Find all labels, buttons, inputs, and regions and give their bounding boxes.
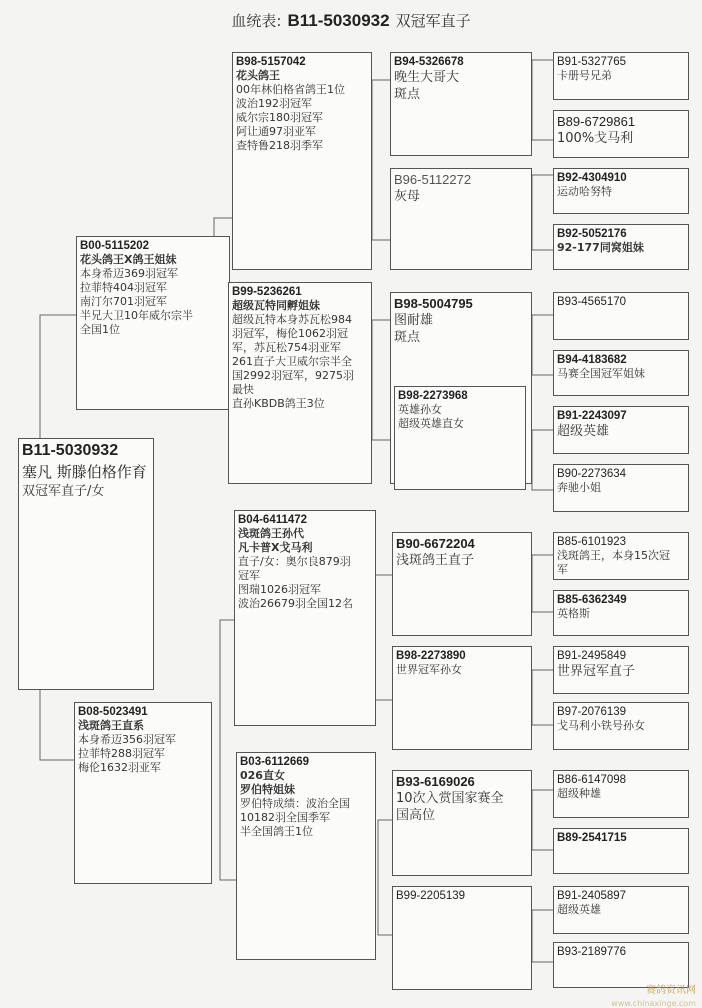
gggp-code: B85-6362349	[557, 594, 627, 606]
subject-box	[18, 438, 154, 690]
gggp-name: 世界冠军直子	[557, 664, 636, 679]
sire-code: B00-5115202	[80, 240, 150, 252]
ggp-code: B94-5326678	[394, 56, 464, 68]
ggp-name: 英雄孙女	[398, 403, 442, 416]
gggp-code: B89-2541715	[557, 832, 627, 844]
gggp-box-12	[553, 702, 689, 750]
sire-notes: 本身希迈369羽冠军 拉菲特404羽冠军 南汀尔701羽冠军 半兄大卫10年威尔宗半 全国1位	[80, 267, 193, 336]
great-grandparent-box-5	[392, 532, 532, 636]
grandparent-name: 浅斑鸽王孙代 凡卡普X戈马利	[238, 527, 313, 554]
subject-note: 双冠军直子/女	[22, 484, 105, 499]
ggp-code: B93-6169026	[396, 774, 475, 789]
gggp-box-1	[553, 52, 689, 100]
gggp-code: B86-6147098	[557, 774, 627, 786]
gggp-code: B89-6729861	[557, 114, 636, 129]
great-grandparent-box-6	[392, 646, 532, 750]
title-prefix: 血统表:	[231, 12, 282, 30]
gggp-box-5	[553, 292, 689, 340]
sire-box	[76, 236, 230, 410]
grandparent-box-2	[228, 282, 372, 484]
gggp-box-2	[553, 110, 689, 158]
grandparent-code: B03-6112669	[240, 756, 310, 768]
gggp-name: 卡册号兄弟	[557, 69, 612, 82]
gggp-name: 超级种雄	[557, 787, 601, 800]
grandparent-box-3	[234, 510, 376, 726]
great-grandparent-box-2	[390, 168, 532, 270]
gggp-code: B93-4565170	[557, 296, 627, 308]
grandparent-name: 花头鸽王	[236, 69, 280, 82]
gggp-code: B90-2273634	[557, 468, 627, 480]
gggp-box-14	[553, 828, 689, 874]
gggp-box-10	[553, 590, 689, 636]
gggp-code: B91-2495849	[557, 650, 627, 662]
watermark-url: www.chinaxinge.com	[611, 999, 696, 1008]
dam-box	[74, 702, 212, 884]
gggp-code: B92-4304910	[557, 172, 627, 184]
gggp-box-4	[553, 224, 689, 270]
gggp-code: B91-5327765	[557, 56, 627, 68]
ggp-code: B90-6672204	[396, 536, 475, 551]
gggp-name: 奔驰小姐	[557, 481, 601, 494]
gggp-name: 超级英雄	[557, 903, 601, 916]
ggp-code: B99-2205139	[396, 890, 466, 902]
dam-code: B08-5023491	[78, 706, 148, 718]
grandparent-notes: 罗伯特成绩：波治全国 10182羽全国季军 半全国鸽王1位	[240, 797, 350, 838]
ggp-name: 浅斑鸽王直子	[396, 553, 475, 568]
ggp-name: 10次入赏国家赛全 国高位	[396, 791, 504, 823]
gggp-box-11	[553, 646, 689, 694]
sire-name: 花头鸽王X鸽王姐妹	[80, 253, 177, 266]
great-grandparent-box-8	[392, 886, 532, 990]
grandparent-code: B99-5236261	[232, 286, 302, 298]
great-grandparent-box-4	[394, 386, 526, 490]
ggp-name: 晚生大哥大	[394, 70, 460, 85]
gggp-code: B91-2243097	[557, 410, 627, 422]
gggp-code: B93-2189776	[557, 946, 627, 958]
great-grandparent-box-1	[390, 52, 532, 156]
gggp-name: 运动哈努特	[557, 185, 612, 198]
grandparent-notes: 00年林伯格省鸽王1位 波治192羽冠军 威尔宗180羽冠军 阿让通97羽亚军 查特鲁218羽季军	[236, 83, 345, 152]
ggp-name: 图耐雄	[394, 313, 434, 328]
gggp-code: B92-5052176	[557, 228, 627, 240]
grandparent-box-4	[236, 752, 376, 960]
watermark-logo: 赛鸽资讯网	[646, 985, 696, 996]
grandparent-code: B98-5157042	[236, 56, 306, 68]
ggp-notes: 斑点	[394, 330, 421, 345]
gggp-code: B94-4183682	[557, 354, 627, 366]
dam-name: 浅斑鸽王直系	[78, 719, 144, 732]
gggp-box-13	[553, 770, 689, 818]
grandparent-notes: 直子/女：奥尔良879羽 冠军 图瑞1026羽冠军 波治26679羽全国12名	[238, 555, 353, 610]
title-code: B11-5030932	[287, 11, 390, 30]
ggp-name: 灰母	[394, 189, 421, 204]
gggp-box-3	[553, 168, 689, 214]
gggp-name: 92-177同窝姐妹	[557, 241, 644, 254]
gggp-code: B85-6101923	[557, 536, 627, 548]
gggp-box-7	[553, 406, 689, 454]
dam-notes: 本身希迈356羽冠军 拉菲特288羽冠军 梅伦1632羽亚军	[78, 733, 176, 774]
gggp-name: 浅斑鸽王，本身15次冠 军	[557, 549, 670, 576]
subject-code: B11-5030932	[22, 442, 119, 459]
grandparent-code: B04-6411472	[238, 514, 308, 526]
gggp-name: 马赛全国冠军姐妹	[557, 367, 645, 380]
ggp-notes: 斑点	[394, 87, 421, 102]
gggp-name: 戈马利小铁号孙女	[557, 719, 645, 732]
gggp-name: 100%戈马利	[557, 131, 634, 146]
gggp-name: 超级英雄	[557, 424, 610, 439]
gggp-box-6	[553, 350, 689, 396]
ggp-code: B96-5112272	[394, 172, 472, 187]
gggp-box-9	[553, 532, 689, 580]
gggp-code: B91-2405897	[557, 890, 627, 902]
great-grandparent-box-7	[392, 770, 532, 876]
gggp-name: 英格斯	[557, 607, 590, 620]
gggp-box-8	[553, 464, 689, 512]
subject-name: 塞凡 斯滕伯格作育	[22, 463, 147, 481]
ggp-code: B98-2273890	[396, 650, 466, 662]
ggp-notes: 超级英雄直女	[398, 417, 464, 430]
gggp-box-15	[553, 886, 689, 934]
ggp-code: B98-5004795	[394, 296, 473, 311]
ggp-name: 世界冠军孙女	[396, 663, 462, 676]
grandparent-box-1	[232, 52, 372, 270]
ggp-code: B98-2273968	[398, 390, 468, 402]
grandparent-name: 超级瓦特同孵姐妹	[232, 299, 320, 312]
gggp-code: B97-2076139	[557, 706, 627, 718]
grandparent-name: 026直女 罗伯特姐妹	[240, 769, 295, 796]
title-suffix: 双冠军直子	[395, 12, 471, 30]
grandparent-notes: 超级瓦特本身苏瓦松984 羽冠军，梅伦1062羽冠 军，苏瓦松754羽亚军 261直子大卫威尔宗半全 国2992羽冠军，9275羽 最快 直孙KBDB鸽王3位	[232, 313, 354, 410]
